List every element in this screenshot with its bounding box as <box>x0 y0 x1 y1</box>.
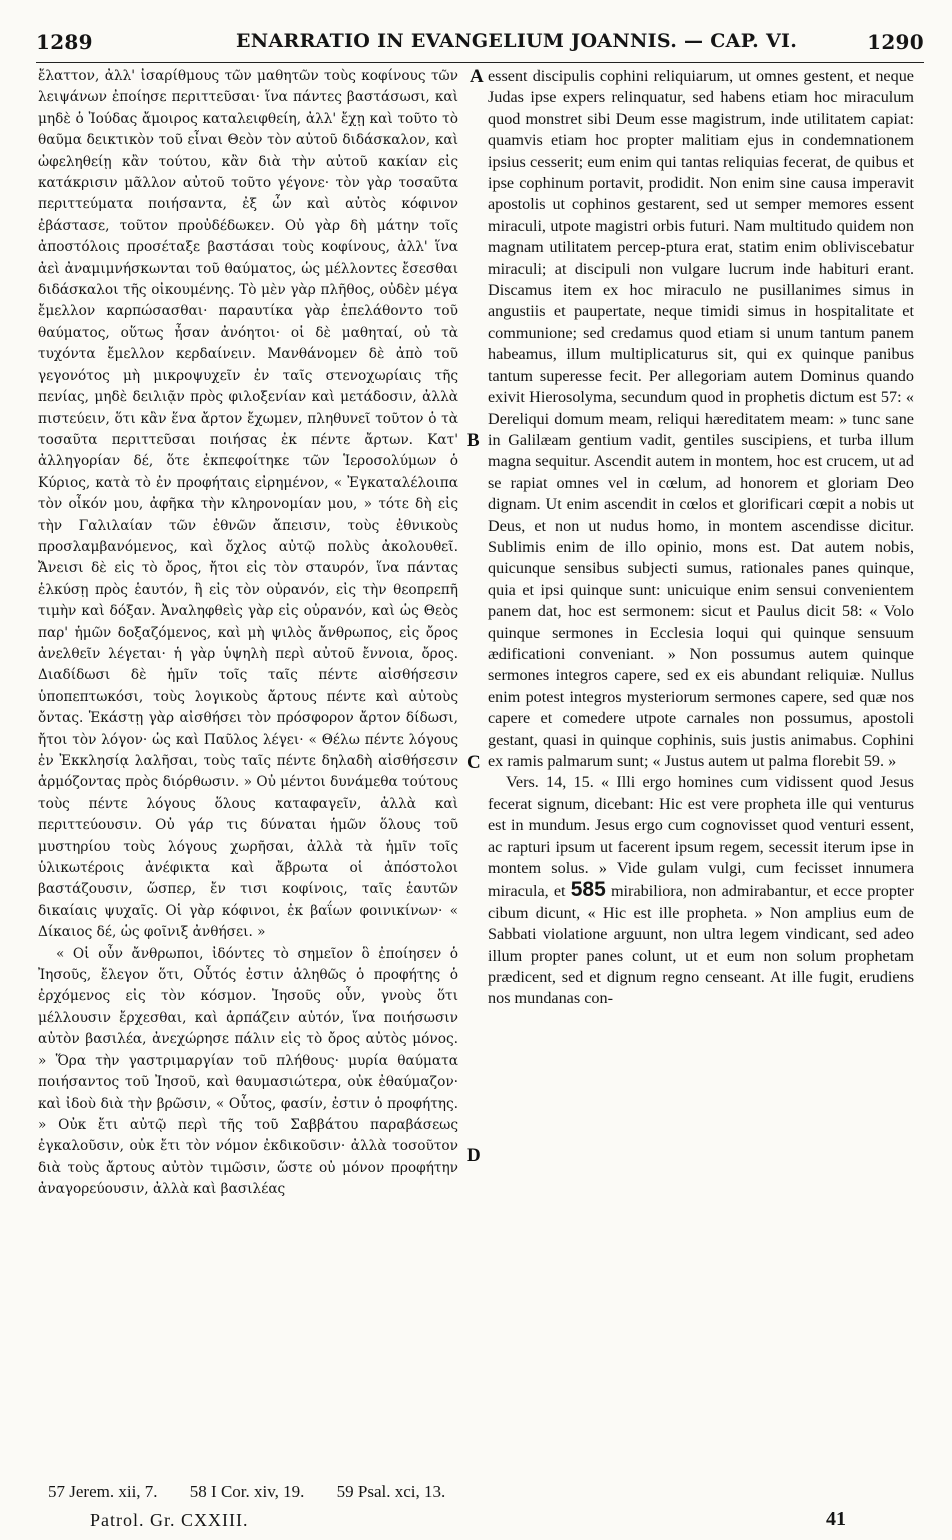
column-number-left: 1289 <box>36 30 93 54</box>
section-marker-c: C <box>467 752 481 773</box>
sheet-number: 41 <box>826 1508 846 1530</box>
inline-column-number: 585 <box>570 878 606 902</box>
footnote-59: 59 Psal. xci, 13. <box>336 1482 446 1501</box>
greek-paragraph-1: ἔλαττον, ἀλλ' ἰσαρίθμους τῶν μαθητῶν τοὺς κοφίνους τῶν λειψάνων ἐποίησε περιττεῦσαι· ἵνα πάντες βαστάσωσι, καὶ μηδὲ ὁ Ἰούδας ἄμοιρος καταλειφθείη, ἀλλ' ἔχῃ καὶ τοῦτο τὸ θαῦμα δεικτικὸν τοῦ εἶναι Θεὸν τὸν αὐτοῦ διδάσκαλον, καὶ ὠφεληθείῃ κἂν τούτου, κἂν διὰ τὴν αὐτοῦ κακίαν εἰς κατάκρισιν μᾶλλον αὐτοῦ τοῦτο γέγονε· τὸν γὰρ τοσαῦτα περιττεύματα ποιήσαντα, ἐξ ὧν καὶ αὐτὸς κόφινον ἐβάστασε, τοῦτον προὐδέδωκεν. Οὐ γὰρ δὴ μάτην τοῖς ἀποστόλοις προσέταξε βαστάσαι τοὺς κοφίνους, ἀλλ' ἵνα ἀεὶ ἀναμιμνήσκωνται τοῦ θαύματος, ὡς μέλλοντες ἔσεσθαι διδάσκαλοι τῆς οἰκουμένης. Τὸ μὲν γὰρ πλῆθος, οὐδὲν μέγα ἔμελλον καρπώσασθαι· παραυτίκα γὰρ ἐπελάθοντο τοῦ θαύματος, οὕτως ἦσαν ἀνόητοι· οἱ δὲ μαθηταί, οὐ τὰ τυχόντα ἔμελλον κερδαίνειν. Μανθάνομεν δὲ ἀπὸ τοῦ γεγονότος μὴ μικροψυχεῖν ἐν ταῖς στενοχωρίαις τῆς πενίας, μηδὲ δειλιᾷν πρὸς φιλοξενίαν καὶ μετάδοσιν, ἀλλὰ πιστεύειν, ὅτι κἂν ἕνα ἄρτον ἔχωμεν, πληθυνεῖ τοῦτον ὁ τὰ τοσαῦτα περιττεῦσαι ποιήσας ἐκ πέντε ἄρτων. Κατ' ἀλληγορίαν δέ, ὅτε ἐκπεφοίτηκε τῶν Ἱεροσολύμων ὁ Κύριος, κατὰ τὸ ἐν προφήταις εἰρημένον, « Ἐγκαταλέλοιπα τὸν οἶκόν μου, ἀφῆκα τὴν κληρονομίαν μου, » τότε δὴ εἰς τὴν Γαλιλαίαν τῶν ἐθνῶν ἄπεισιν, τοὺς ἐθνικοὺς προσλαμβανόμενος, καὶ ὄχλος αὐτῷ πολὺς ἀκολουθεῖ. Ἄνεισι δὲ εἰς τὸ ὄρος, ἤτοι εἰς τὸν σταυρόν, ἵνα πάντας ἑλκύσῃ πρὸς ἑαυτόν, ἢ εἰς τὸν οὐρανόν, εἰς τὴν θεοπρεπῆ τιμὴν καὶ δόξαν. Ἀναληφθεὶς γὰρ εἰς οὐρανόν, καὶ ὡς Θεὸς παρ' ἡμῶν δοξαζόμενος, καὶ μὴ ψιλὸς ἄνθρωπος, εἰς ὄρος ἀνελθεῖν λέγεται· ἡ γὰρ ὑψηλὴ περὶ αὐτοῦ ἔννοια, ὄρος. Διαδίδωσι δὲ ἡμῖν τοῖς ταῖς πέντε αἰσθήσεσιν ὑποπεπτωκόσι, τοὺς λογικοὺς ἄρτους πέντε καὶ αὐτοὺς ὄντας. Ἑκάστῃ γὰρ αἰσθήσει τὸν πρόσφορον ἄρτον δίδωσι, ἤτοι τὸν λόγον· ὡς καὶ Παῦλος λέγει· « Θέλω πέντε λόγους ἐν Ἐκκλησίᾳ λαλῆσαι, τοὺς ταῖς πέντε δηλαδὴ αἰσθήσεσιν ἁρμόζοντας πρὸς διόρθωσιν. » Οὐ μέντοι δυνάμεθα τούτους τοὺς πέντε λόγους ὅλους καταφαγεῖν, ἀλλὰ καὶ περιττεύουσιν. Οὐ γάρ τις δύναται ἡμῶν ὅλους τοῦ μυστηρίου τοὺς λόγους χωρῆσαι, ἀλλὰ τὰ ἡμῖν τοῖς ὑλικωτέροις ἀνέφικτα καὶ ἄβρωτα οἱ ἀπόστολοι βαστάζουσιν, ὥσπερ, ἔν τισι κοφίνοις, ταῖς ἑαυτῶν δικαίαις ψυχαῖς. Οἱ γὰρ κόφινοι, ἐκ βαΐων φοινικίνων· « Δίκαιος δέ, ὡς φοῖνιξ ἀνθήσει. » <box>38 68 458 941</box>
footnote-58: 58 I Cor. xiv, 19. <box>189 1482 305 1501</box>
greek-paragraph-2: « Οἱ οὖν ἄνθρωποι, ἰδόντες τὸ σημεῖον ὃ ἐποίησεν ὁ Ἰησοῦς, ἔλεγον ὅτι, Οὗτός ἐστιν ἀληθῶς ὁ προφήτης ὁ ἐρχόμενος εἰς τὸν κόσμον. Ἰησοῦς οὖν, γνοὺς ὅτι μέλλουσιν ἔρχεσθαι, καὶ ἁρπάζειν αὐτόν, ἵνα ποιήσωσιν αὐτὸν βασιλέα, ἀνεχώρησε πάλιν εἰς τὸ ὄρος αὐτὸς μόνος. » Ὅρα τὴν γαστριμαργίαν τοῦ πλήθους· μυρία θαύματα ποιήσαντος τοῦ Ἰησοῦ, καὶ θαυμασιώτερα, οὐκ ἐθαύμαζον· καὶ ἰδοὺ διὰ τὴν βρῶσιν, « Οὗτος, φασίν, ἐστιν ὁ προφήτης. » Οὐκ ἔτι αὐτῷ περὶ τῆς τοῦ Σαββάτου παραβάσεως ἐγκαλοῦσιν, οὐκ ἔτι τὸν νόμον ἐκδικοῦσιν· ἀλλὰ τοσοῦτον διὰ τοὺς ἄρτους αὐτὸν τιμῶσιν, ὥστε οὐ μόνον προφήτην ἀναγορεύουσιν, ἀλλὰ καὶ βασιλέας <box>38 945 458 1198</box>
latin-paragraph-1: essent discipulis cophini reliquiarum, ut omnes gestent, et neque Judas ipse expers relinquatur, sed habens etiam hoc miraculum quod monstret sibi Deum esse magistrum, inde utilitatem capiat: quamvis etiam hoc propter malitiam ejus in condemnationem ipsius cesserit; eum enim qui tantas reliquias fecerat, de quibus et ipse cophinum portavit, prodidit. Non enim sine causa imperavit apostolis ut cophinos gestarent, sed ut semper memores essent miraculi, utpote magistri orbis futuri. Nam multitudo quidem non magnam utilitatem percep-ptura erat, statim enim obliviscebatur miraculi; at discipuli non vulgare lucrum inde habituri erant. Discamus item ex hoc miraculo ne pusillanimes simus in angustiis et paupertate, neque timidi simus in hospitalitate et communione; sed credamus quod etiam si unum tantum panem habeamus, illum multiplicaturus sit, qui ex quinque panibus tantum superesse fecit. Per allegoriam autem Dominus quando exivit Hierosolyma, secundum quod in prophetis dictum est 57: « Dereliqui domum meam, reliqui hæreditatem meam: » tunc sane in Galilæam gentium vadit, gentiles suscipiens, et turba illum magna sequitur. Ascendit autem in montem, hoc est crucem, ut ad se rapiat omnes vel in cœlum, ad honorem et gloriam Deo dignam. Ut enim ascendit in cœlos et glorificari cœpit a nobis ut Deus, et non ut nudus homo, in montem ascendisse dicitur. Sublimis enim de illo opinio, mons est. Dat autem nobis, quicunque sensibus subjecti sumus, rationales panes quinque, quia et ipsi quinque sunt: unicuique enim sensui convenientem panem dat, hoc est sermonem: sicut et Paulus dicit 58: « Volo quinque sermones in Ecclesia loqui qui quinque sensuum ædificationi conveniant. » Non possumus autem quinque sermones integros capere, sed ex eis abundant reliquiæ. Nullus enim potest integros mysteriorum sermones capere, sed quæ nos capere et comedere utpote carnales non possumus, apostoli gestant, quasi in quinque cophinis, suis justis animabus. Cophini ex ramis palmarum sunt; « Justus autem ut palma florebit 59. » <box>488 67 914 770</box>
column-number-right: 1290 <box>867 30 924 54</box>
latin-paragraph-2-start: Vers. 14, 15. « Illi ergo homines cum vidissent quod Jesus fecerat signum, dicebant: Hic est vere propheta ille qui venturus est in mundum. Jesus ergo cum cognovisset quod venturi essent, ac rapturi ipsum ut facerent ipsum regem, secessit iterum ipse in montem solus. » Vide gulam vulgi, cum fecisset innumera miracula, et <box>488 773 914 901</box>
running-title: ENARRATIO IN EVANGELIUM JOANNIS. — CAP. VI. <box>236 30 798 52</box>
section-marker-d: D <box>467 1145 481 1166</box>
footnotes <box>48 1482 648 1502</box>
latin-paragraph-2 <box>488 772 914 1009</box>
section-marker-a: A <box>470 66 484 87</box>
latin-column <box>488 66 914 1452</box>
section-marker-b: B <box>467 430 480 451</box>
footnote-57: 57 Jerem. xii, 7. <box>48 1482 158 1501</box>
latin-paragraph-2-end: mirabiliora, non admirabantur, et ecce propter cibum dicunt, « Hic est ille propheta. » Non amplius eum de Sabbati violatione arguunt, non ultra legem vindicant, sed adeo illum propter panes colunt, ut et eum non solum prophetam prædicent, sed et dignum regno censeant. At ille fugit, erudiens nos mundanas con- <box>488 882 914 1008</box>
greek-column <box>38 66 458 1452</box>
volume-signature: Patrol. Gr. CXXIII. <box>90 1510 249 1530</box>
running-head <box>36 30 924 63</box>
